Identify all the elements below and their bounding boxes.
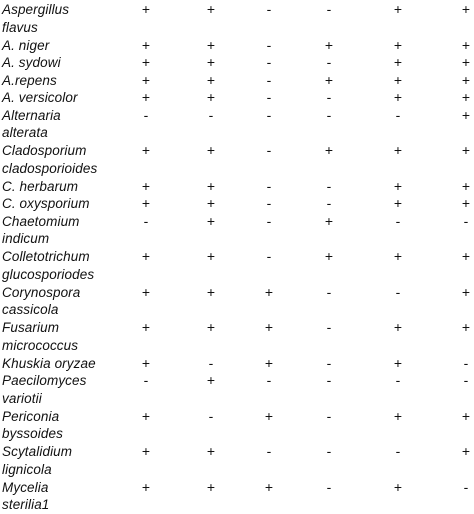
presence-mark: + (393, 36, 403, 53)
presence-mark: + (141, 407, 151, 424)
presence-mark: + (141, 1, 151, 17)
species-name-line: micrococcus (2, 337, 79, 353)
table-row (0, 71, 474, 89)
presence-mark: + (264, 283, 274, 300)
species-name (2, 355, 136, 373)
species-name-line: flavus (2, 19, 38, 35)
table-row (0, 88, 474, 106)
presence-mark: + (393, 354, 403, 371)
presence-mark: - (463, 478, 469, 495)
presence-mark: - (143, 106, 149, 123)
presence-mark: + (461, 106, 471, 123)
presence-mark: + (324, 36, 334, 53)
presence-mark: + (141, 142, 151, 158)
species-name-line: Khuskia oryzae (2, 355, 96, 371)
species-name-line: Cladosporium (2, 143, 87, 158)
presence-mark: - (208, 354, 214, 371)
species-name-line: lignicola (2, 461, 52, 477)
presence-mark: + (206, 478, 216, 495)
presence-mark: - (266, 248, 272, 264)
presence-mark: - (266, 443, 272, 459)
presence-mark: - (326, 54, 332, 70)
presence-mark: + (206, 319, 216, 335)
presence-mark: + (141, 89, 151, 105)
species-name (2, 1, 136, 36)
species-name-line: glucosporiodes (2, 266, 95, 282)
presence-mark: + (141, 443, 151, 459)
presence-mark: + (141, 177, 151, 194)
presence-mark: + (461, 36, 471, 53)
presence-mark: + (393, 319, 403, 335)
species-name-line: Fusarium (2, 320, 60, 335)
presence-mark: + (206, 36, 216, 53)
presence-mark: - (326, 443, 332, 459)
presence-mark: + (393, 71, 403, 88)
presence-mark: - (326, 177, 332, 194)
species-name-line: Chaetomium (2, 213, 80, 229)
table-row (0, 371, 474, 407)
presence-mark: + (141, 248, 151, 264)
presence-mark: + (393, 478, 403, 495)
presence-mark: - (326, 319, 332, 335)
presence-mark: + (393, 89, 403, 105)
presence-mark: + (206, 71, 216, 88)
species-name-line: variotii (2, 390, 42, 406)
presence-mark: + (141, 195, 151, 211)
presence-mark: + (461, 71, 471, 88)
presence-mark: + (206, 1, 216, 17)
presence-mark: + (461, 443, 471, 459)
species-name (2, 72, 136, 90)
table-row (0, 53, 474, 71)
presence-mark: + (461, 248, 471, 264)
table-row (0, 212, 474, 248)
presence-mark: + (461, 407, 471, 424)
presence-mark: + (264, 407, 274, 424)
presence-mark: - (463, 372, 469, 388)
species-name-line: Aspergillus (2, 2, 70, 17)
presence-mark: + (461, 195, 471, 211)
presence-mark: - (395, 443, 401, 459)
species-name-line: A. niger (2, 37, 50, 53)
species-name-line: Paecilomyces (2, 373, 87, 388)
presence-mark: + (324, 212, 334, 229)
presence-mark: + (206, 443, 216, 459)
species-name-line: Corynospora (2, 284, 81, 300)
presence-mark: + (141, 478, 151, 495)
species-name (2, 248, 136, 283)
species-name-line: A.repens (2, 72, 57, 88)
presence-mark: - (266, 142, 272, 158)
presence-mark: - (266, 195, 272, 211)
table-row (0, 106, 474, 142)
presence-mark: + (141, 283, 151, 300)
species-name-line: C. herbarum (2, 178, 79, 194)
species-name (2, 107, 136, 142)
presence-mark: + (461, 1, 471, 17)
presence-mark: + (141, 54, 151, 70)
presence-mark: + (461, 142, 471, 158)
presence-mark: + (461, 54, 471, 70)
presence-mark: - (395, 372, 401, 388)
presence-mark: - (395, 106, 401, 123)
presence-mark: + (461, 283, 471, 300)
species-name (2, 319, 136, 354)
presence-mark: + (393, 142, 403, 158)
presence-mark: + (206, 195, 216, 211)
presence-mark: - (326, 372, 332, 388)
presence-mark: + (324, 248, 334, 264)
species-name-line: Colletotrichum (2, 249, 90, 264)
presence-mark: - (463, 212, 469, 229)
presence-mark: + (264, 319, 274, 335)
presence-mark: + (264, 354, 274, 371)
species-name (2, 195, 136, 213)
table-row (0, 141, 474, 177)
presence-mark: - (266, 106, 272, 123)
presence-mark: + (206, 372, 216, 388)
species-name (2, 408, 136, 443)
presence-mark: - (326, 478, 332, 495)
presence-mark: + (461, 177, 471, 194)
presence-mark: + (141, 319, 151, 335)
presence-mark: - (266, 89, 272, 105)
presence-mark: + (206, 54, 216, 70)
presence-mark: + (141, 71, 151, 88)
presence-mark: - (326, 106, 332, 123)
presence-mark: + (264, 478, 274, 495)
presence-mark: - (143, 372, 149, 388)
table-row (0, 0, 474, 36)
presence-mark: - (326, 283, 332, 300)
presence-mark: + (461, 89, 471, 105)
presence-mark: + (141, 36, 151, 53)
species-name-line: C. oxysporium (2, 196, 90, 211)
presence-mark: - (326, 407, 332, 424)
presence-mark: + (393, 1, 403, 17)
presence-mark: - (208, 407, 214, 424)
presence-mark: - (266, 212, 272, 229)
presence-mark: - (326, 1, 332, 17)
presence-mark: + (206, 248, 216, 264)
presence-mark: - (395, 283, 401, 300)
presence-mark: + (393, 195, 403, 211)
presence-mark: + (206, 142, 216, 158)
table-row (0, 247, 474, 283)
species-name (2, 479, 136, 514)
table-row (0, 283, 474, 319)
species-name (2, 178, 136, 196)
species-name-line: Alternaria (2, 107, 61, 123)
species-name (2, 37, 136, 55)
species-name-line: cladosporioides (2, 160, 98, 176)
species-name-line: Scytalidium (2, 444, 73, 459)
species-name (2, 443, 136, 478)
presence-mark: - (326, 195, 332, 211)
species-name-line: A. versicolor (2, 90, 78, 105)
presence-mark: - (266, 54, 272, 70)
presence-mark: + (206, 212, 216, 229)
presence-mark: + (324, 142, 334, 158)
presence-mark: - (266, 177, 272, 194)
presence-mark: + (141, 354, 151, 371)
species-name (2, 213, 136, 248)
table-row (0, 194, 474, 212)
species-name-line: Mycelia (2, 479, 49, 495)
species-name-line: indicum (2, 231, 50, 246)
presence-mark: - (208, 106, 214, 123)
presence-mark: + (461, 319, 471, 335)
species-name-line: alterata (2, 125, 48, 140)
table-row (0, 478, 474, 514)
species-name (2, 89, 136, 107)
presence-mark: + (206, 89, 216, 105)
presence-mark: - (266, 71, 272, 88)
species-name (2, 372, 136, 407)
presence-mark: - (326, 354, 332, 371)
table-row (0, 354, 474, 372)
presence-mark: + (206, 177, 216, 194)
table-row (0, 177, 474, 195)
presence-mark: + (393, 248, 403, 264)
species-name-line: cassicola (2, 302, 59, 317)
presence-mark: + (393, 54, 403, 70)
species-name-line: byssoides (2, 426, 63, 441)
table-row (0, 318, 474, 354)
species-name (2, 142, 136, 177)
presence-mark: + (393, 177, 403, 194)
species-name-line: A. sydowi (2, 55, 61, 70)
species-name (2, 284, 136, 319)
species-name-line: Periconia (2, 408, 60, 424)
species-name (2, 54, 136, 72)
species-name-line: sterilia1 (2, 497, 50, 512)
presence-mark: - (266, 1, 272, 17)
presence-mark: + (324, 71, 334, 88)
presence-mark: + (393, 407, 403, 424)
presence-mark: - (395, 212, 401, 229)
presence-mark: + (206, 283, 216, 300)
presence-mark: - (266, 372, 272, 388)
presence-mark: - (326, 89, 332, 105)
table-row (0, 407, 474, 443)
presence-mark: - (143, 212, 149, 229)
presence-mark: - (463, 354, 469, 371)
table-row (0, 36, 474, 54)
table-row (0, 442, 474, 478)
presence-mark: - (266, 36, 272, 53)
